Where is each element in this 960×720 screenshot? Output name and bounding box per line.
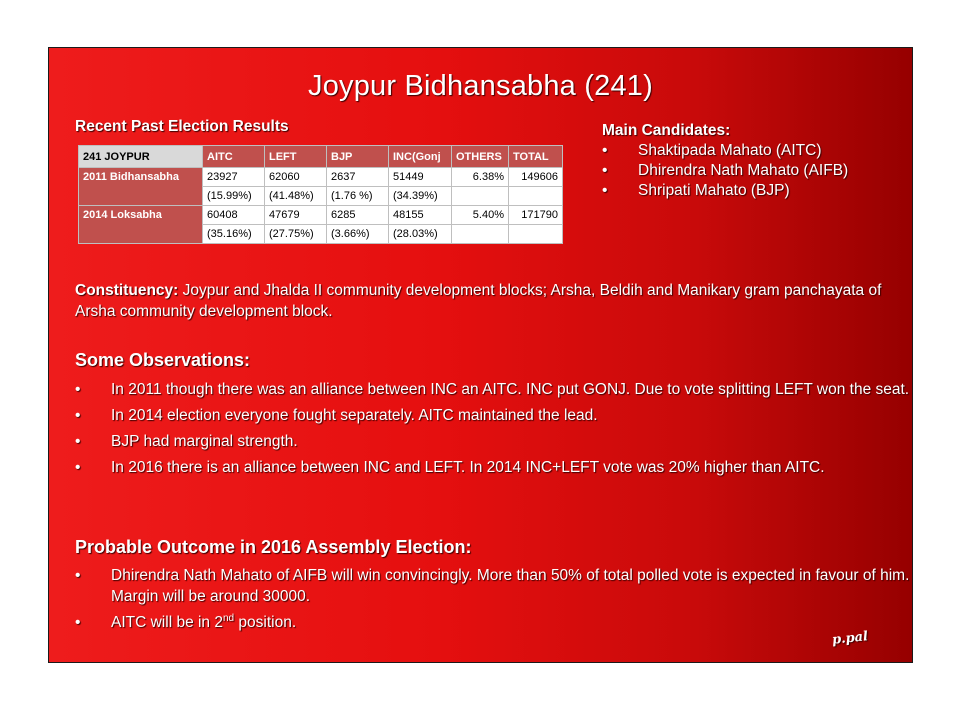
cell-2014-left-votes: 47679 — [265, 206, 327, 225]
cell-empty — [509, 225, 563, 244]
candidate-item: • Shripati Mahato (BJP) — [602, 181, 848, 201]
col-header-others: OTHERS — [452, 146, 509, 168]
slide — [48, 47, 913, 663]
cell-2014-aitc-votes: 60408 — [203, 206, 265, 225]
cell-2011-others: 6.38% — [452, 168, 509, 187]
cell-2011-left-pct: (41.48%) — [265, 187, 327, 206]
ordinal-suffix: nd — [222, 612, 235, 624]
author-signature: p.pal — [831, 629, 869, 648]
cell-2014-bjp-pct: (3.66%) — [327, 225, 389, 244]
candidates-heading: Main Candidates: — [602, 122, 731, 139]
cell-2014-left-pct: (27.75%) — [265, 225, 327, 244]
col-header-constituency: 241 JOYPUR — [79, 146, 203, 168]
constituency-paragraph — [75, 280, 895, 322]
cell-2011-aitc-votes: 23927 — [203, 168, 265, 187]
cell-2014-inc-votes: 48155 — [389, 206, 452, 225]
observations-heading: Some Observations: — [75, 350, 251, 370]
col-header-total: TOTAL — [509, 146, 563, 168]
candidate-item: • Shaktipada Mahato (AITC) — [602, 141, 848, 161]
election-results-table — [78, 145, 563, 244]
table-header-row — [79, 146, 563, 168]
cell-2014-others: 5.40% — [452, 206, 509, 225]
table-row — [79, 168, 563, 187]
cell-empty — [509, 187, 563, 206]
col-header-bjp: BJP — [327, 146, 389, 168]
outcome-heading: Probable Outcome in 2016 Assembly Election: — [75, 537, 472, 557]
main-candidates — [602, 122, 848, 201]
cell-2011-aitc-pct: (15.99%) — [203, 187, 265, 206]
cell-2011-left-votes: 62060 — [265, 168, 327, 187]
outcome-item-text: position. — [234, 614, 297, 631]
outcome-item: • Dhirendra Nath Mahato of AIFB will win convincingly. More than 50% of total polled vote is expected in favour of him. Margin will be around 30000. — [75, 565, 910, 607]
outcome-list — [75, 565, 910, 638]
cell-2011-bjp-votes: 2637 — [327, 168, 389, 187]
constituency-label: Constituency: — [75, 282, 179, 299]
cell-2011-inc-votes: 51449 — [389, 168, 452, 187]
candidate-item: • Dhirendra Nath Mahato (AIFB) — [602, 161, 848, 181]
col-header-aitc: AITC — [203, 146, 265, 168]
results-heading: Recent Past Election Results — [75, 118, 289, 135]
cell-2014-aitc-pct: (35.16%) — [203, 225, 265, 244]
cell-empty — [452, 225, 509, 244]
cell-2014-inc-pct: (28.03%) — [389, 225, 452, 244]
row-label-2014: 2014 Loksabha — [79, 206, 203, 244]
observation-item: • BJP had marginal strength. — [75, 431, 910, 452]
cell-2011-bjp-pct: (1.76 %) — [327, 187, 389, 206]
col-header-left: LEFT — [265, 146, 327, 168]
cell-2011-total: 149606 — [509, 168, 563, 187]
row-label-2011: 2011 Bidhansabha — [79, 168, 203, 206]
outcome-item — [75, 612, 910, 633]
observations-list — [75, 379, 910, 483]
table-row — [79, 206, 563, 225]
cell-2014-total: 171790 — [509, 206, 563, 225]
cell-2011-inc-pct: (34.39%) — [389, 187, 452, 206]
cell-empty — [452, 187, 509, 206]
observation-item: • In 2016 there is an alliance between INC and LEFT. In 2014 INC+LEFT vote was 20% higher than AITC. — [75, 457, 910, 478]
constituency-text: Joypur and Jhalda II community development blocks; Arsha, Beldih and Manikary gram panchayata of Arsha community development block. — [75, 282, 882, 320]
slide-title: Joypur Bidhansabha (241) — [308, 70, 653, 102]
cell-2014-bjp-votes: 6285 — [327, 206, 389, 225]
col-header-inc: INC(Gonj — [389, 146, 452, 168]
observation-item: • In 2011 though there was an alliance between INC an AITC. INC put GONJ. Due to vote splitting LEFT won the seat. — [75, 379, 910, 400]
outcome-item-text: AITC will be in 2 — [111, 614, 223, 631]
observation-item: • In 2014 election everyone fought separately. AITC maintained the lead. — [75, 405, 910, 426]
